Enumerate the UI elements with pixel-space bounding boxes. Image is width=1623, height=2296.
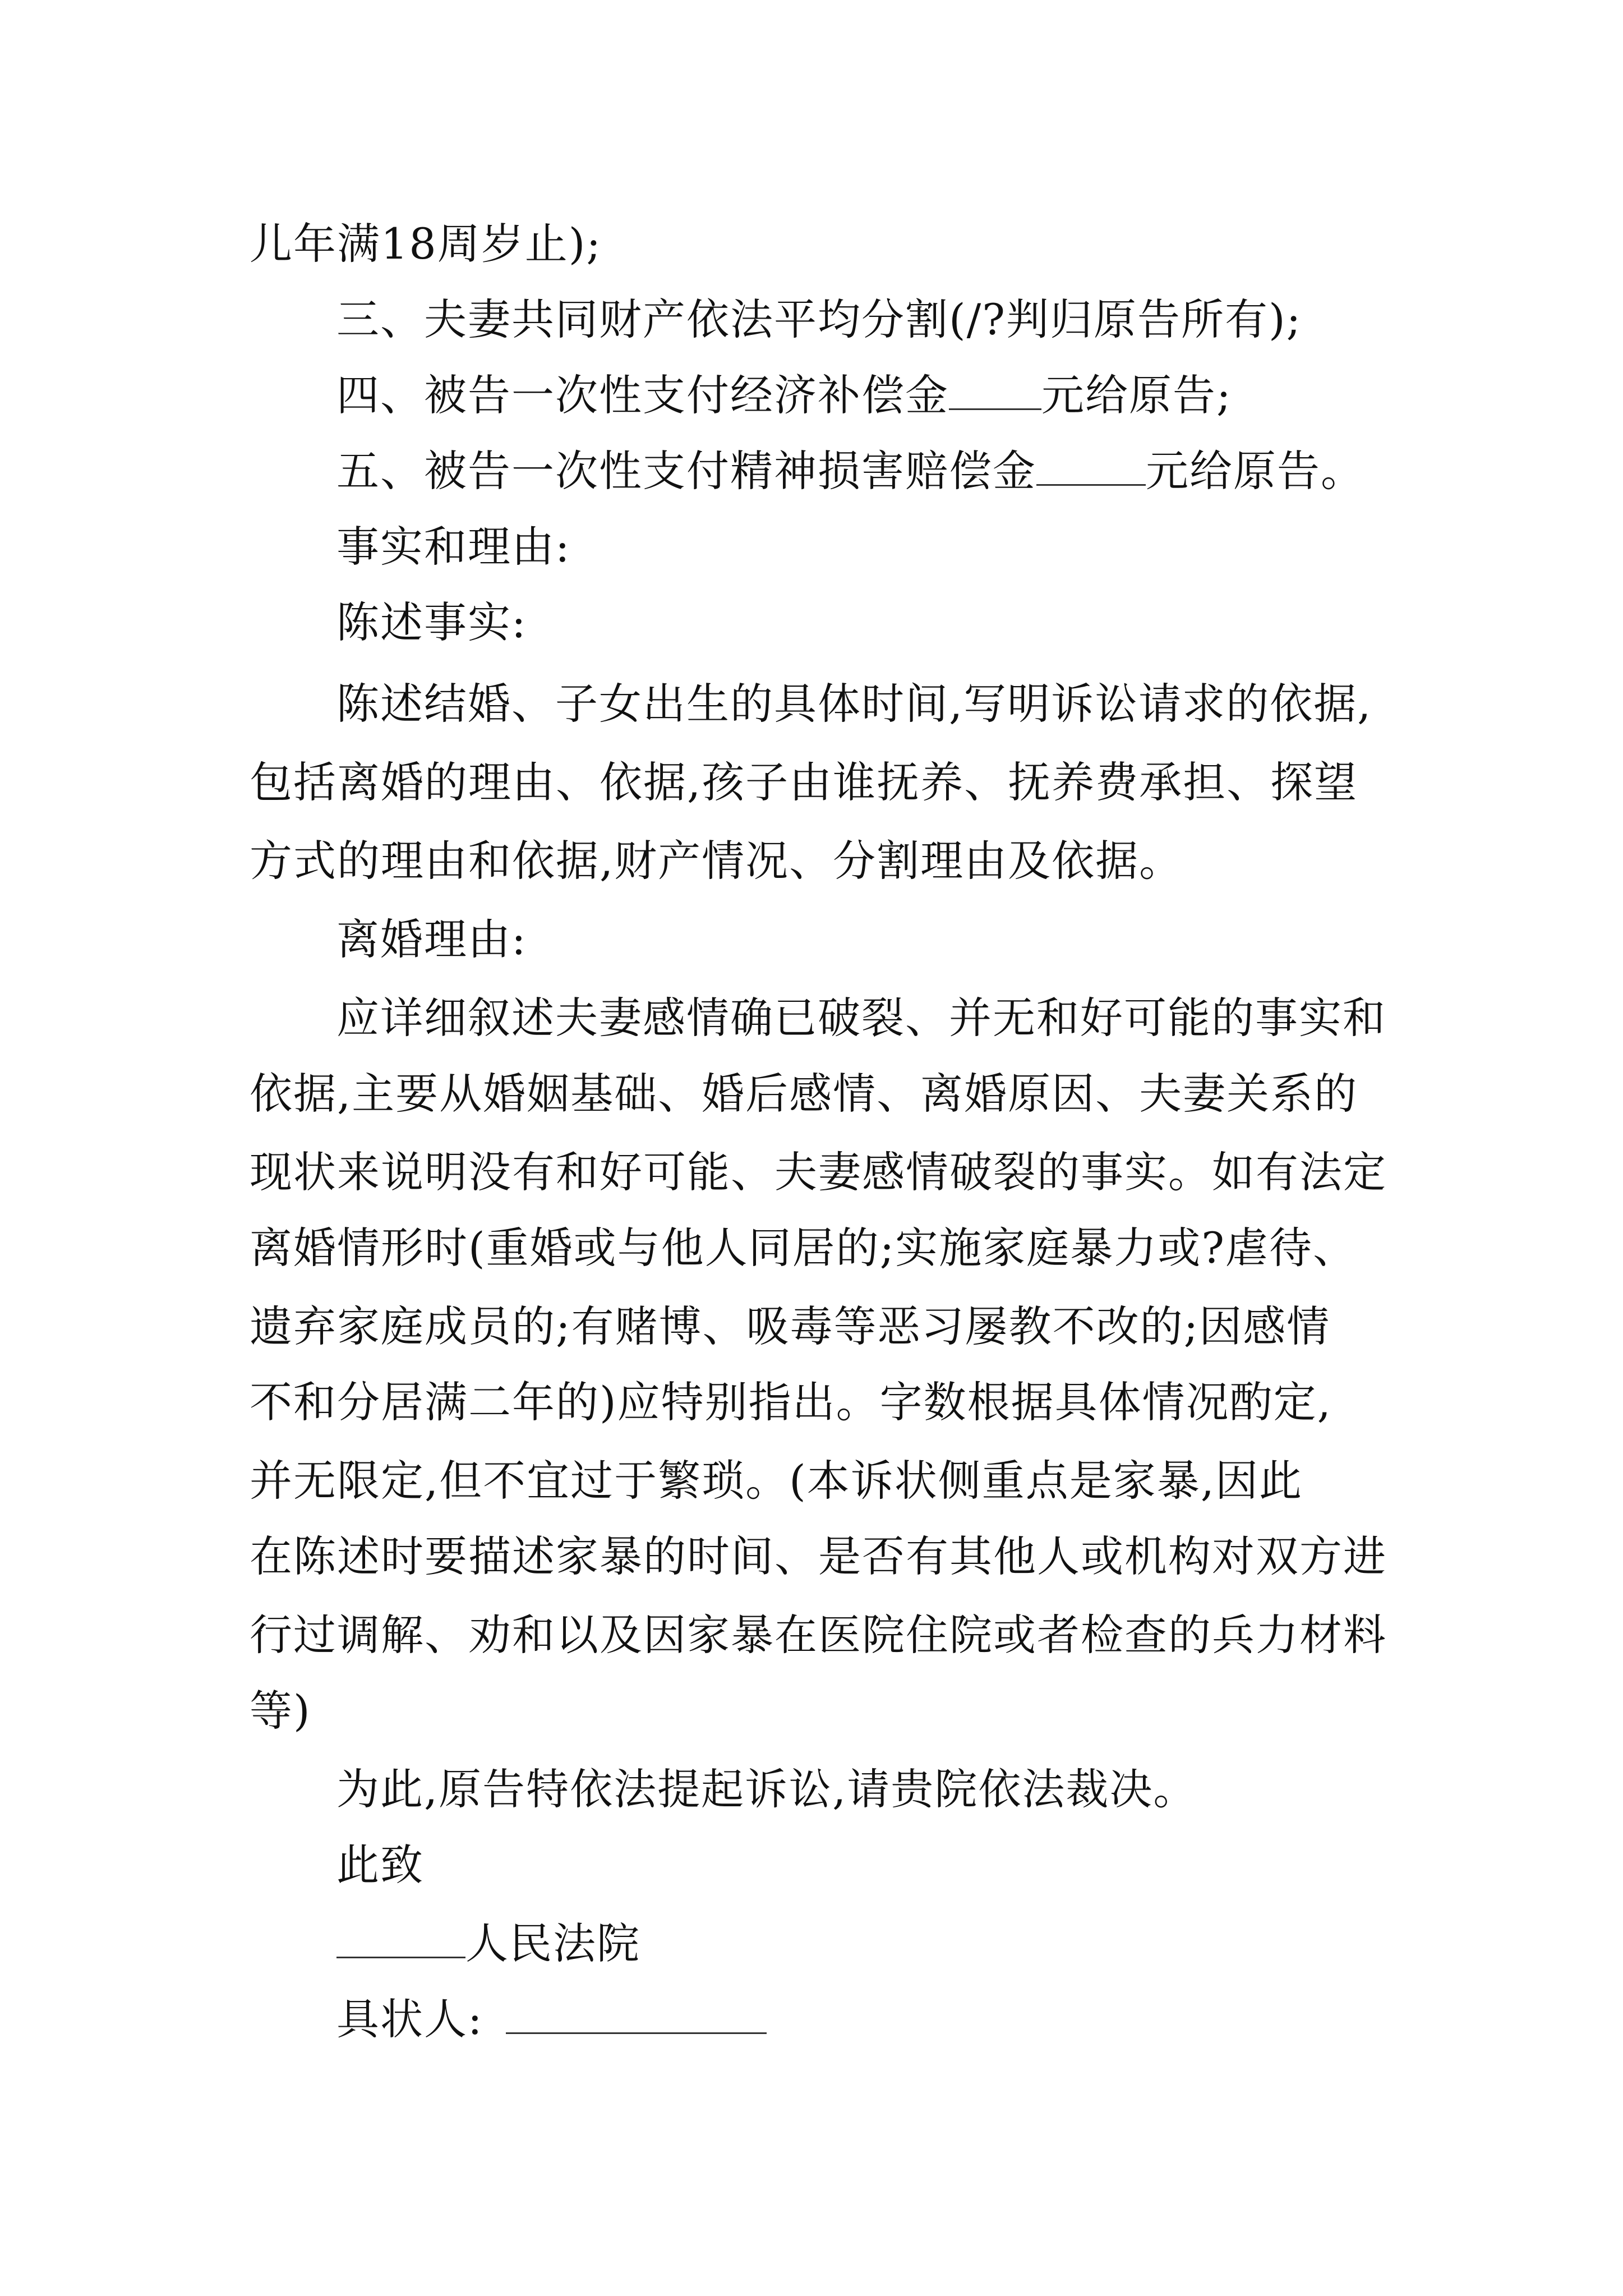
text-line-18: 在陈述时要描述家暴的时间、是否有其他人或机构对双方进 [250,1531,1387,1581]
damages-label: 五、被告一次性支付精神损害赔偿金 [336,446,1036,496]
text-line-17: 并无限定,但不宜过于繁琐。(本诉状侧重点是家暴,因此 [250,1456,1303,1506]
plaintiff-signature-blank [506,1998,767,2034]
text-line-13: 现状来说明没有和好可能、夫妻感情破裂的事实。如有法定 [250,1147,1387,1197]
text-line-20: 等) [250,1686,311,1736]
section-heading-statement-of-facts: 陈述事实: [336,597,527,647]
text-line-12: 依据,主要从婚姻基础、婚后感情、离婚原因、夫妻关系的 [250,1069,1358,1119]
damages-amount-blank [1036,449,1146,486]
text-line-3 [336,367,1232,424]
text-line-15: 遗弃家庭成员的;有赌博、吸毒等恶习屡教不改的;因感情 [250,1301,1331,1351]
text-line-1: 儿年满18周岁止); [250,219,602,269]
salutation: 此致 [336,1840,424,1890]
court-line [336,1916,640,1972]
section-heading-facts-and-reasons: 事实和理由: [336,522,571,572]
text-line-16: 不和分居满二年的)应特别指出。字数根据具体情况酌定, [250,1377,1332,1427]
compensation-suffix: 元给原告; [1041,370,1232,420]
text-line-21: 为此,原告特依法提起诉讼,请贵院依法裁决。 [336,1764,1197,1814]
court-suffix: 人民法院 [465,1918,640,1968]
section-heading-divorce-reasons: 离婚理由: [336,914,527,964]
text-line-11: 应详细叙述夫妻感情确已破裂、并无和好可能的事实和 [336,993,1386,1043]
text-line-8: 包括离婚的理由、依据,孩子由谁抚养、抚养费承担、探望 [250,757,1358,807]
text-line-7: 陈述结婚、子女出生的具体时间,写明诉讼请求的依据, [336,679,1372,729]
text-line-9: 方式的理由和依据,财产情况、分割理由及依据。 [250,836,1183,886]
text-line-19: 行过调解、劝和以及因家暴在医院住院或者检查的兵力材料 [250,1610,1387,1660]
text-line-14: 离婚情形时(重婚或与他人同居的;实施家庭暴力或?虐待、 [250,1223,1357,1273]
text-line-4 [336,443,1364,499]
compensation-label: 四、被告一次性支付经济补偿金 [336,370,949,420]
damages-suffix: 元给原告。 [1146,446,1364,496]
plaintiff-signature-line [336,1991,767,2047]
compensation-amount-blank [949,374,1041,410]
plaintiff-label: 具状人: [336,1994,483,2044]
court-name-blank [336,1922,465,1958]
text-line-2: 三、夫妻共同财产依法平均分割(/?判归原告所有); [336,295,1302,344]
